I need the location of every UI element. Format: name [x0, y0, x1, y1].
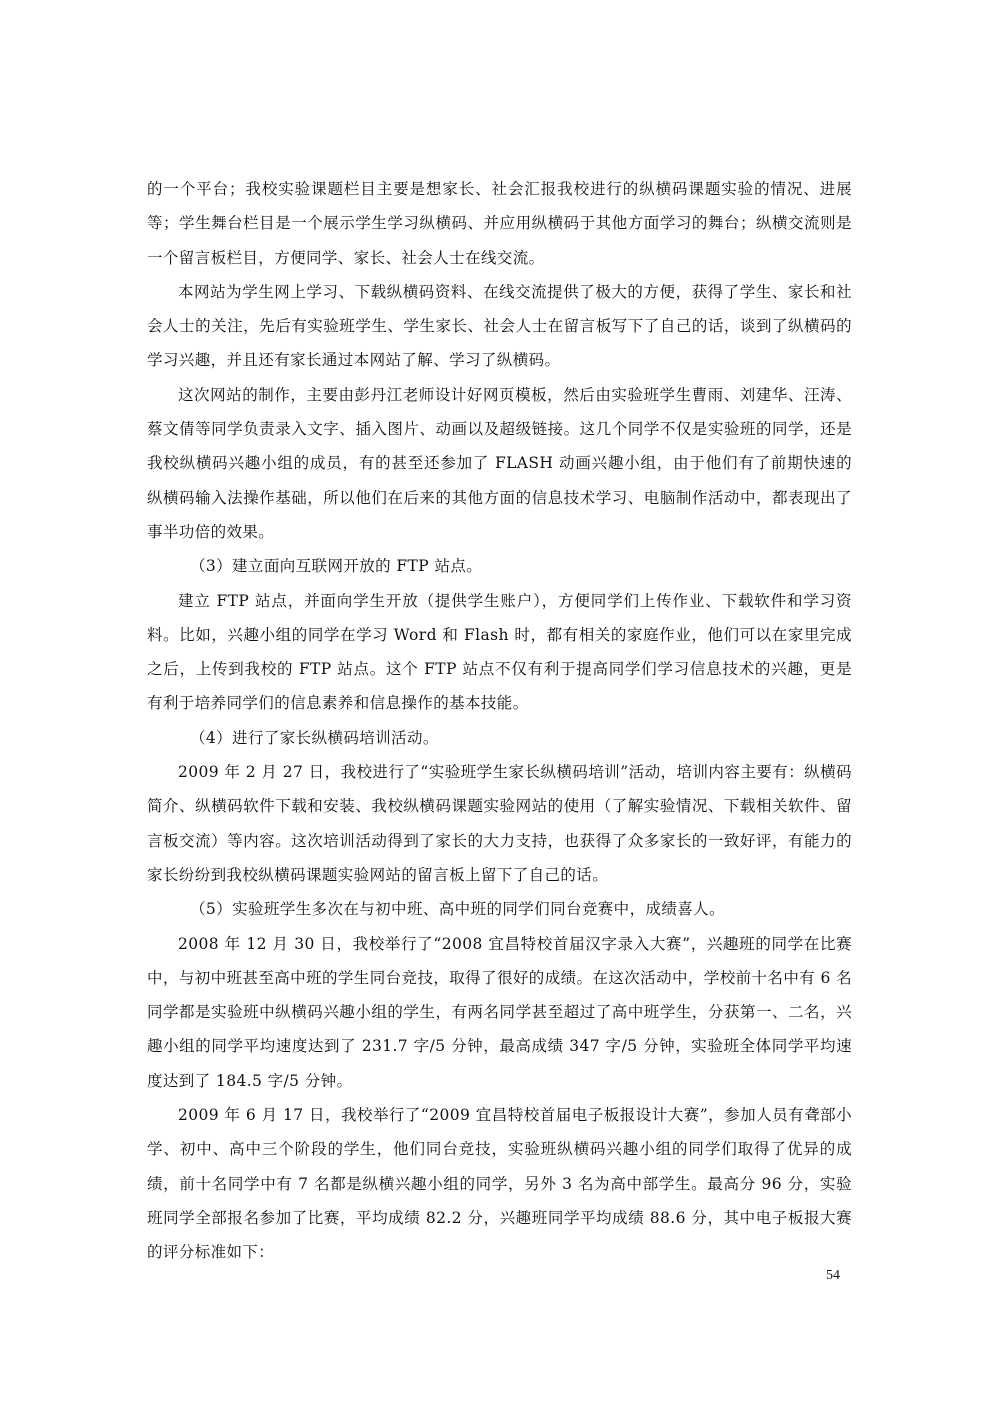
paragraph-typing-contest: 2008 年 12 月 30 日，我校举行了“2008 宜昌特校首届汉字录入大赛”，兴趣班的同学在比赛中，与初中班甚至高中班的学生同台竞技，取得了很好的成绩。在这次活动中，学校前十名中有 6 名同学都是实验班中纵横码兴趣小组的学生，有两名同学甚至超过了高中班学生，分获第一、二名，兴趣小组的同学平均速度达到了 231.7 字/5 分钟，最高成绩 347 字/5 分钟，实验班全体同学平均速度达到了 184.5 字/5 分钟。: [147, 934, 852, 1090]
paragraph-ftp-site: 建立 FTP 站点，并面向学生开放（提供学生账户），方便同学们上传作业、下载软件和学习资料。比如，兴趣小组的同学在学习 Word 和 Flash 时，都有相关的家庭作业，他们可以在家里完成之后，上传到我校的 FTP 站点。这个 FTP 站点不仅有利于提高同学们学习信息技术的兴趣，更是有利于培养同学们的信息素养和信息操作的基本技能。: [147, 591, 852, 713]
body-text: [147, 172, 852, 1270]
section-heading-parent-training: （4）进行了家长纵横码培训活动。: [190, 728, 439, 747]
paragraph-newspaper-contest: 2009 年 6 月 17 日，我校举行了“2009 宜昌特校首届电子板报设计大赛”，参加人员有聋部小学、初中、高中三个阶段的学生，他们同台竞技，实验班纵横码兴趣小组的同学们取得了优异的成绩，前十名同学中有 7 名都是纵横兴趣小组的同学，另外 3 名为高中部学生。最高分 96 分，实验班同学全部报名参加了比赛，平均成绩 82.2 分，兴趣班同学平均成绩 88.6 分，其中电子板报大赛的评分标准如下：: [147, 1106, 852, 1262]
page-number: 54: [826, 1268, 840, 1283]
paragraph-website-production: 这次网站的制作，主要由彭丹江老师设计好网页模板，然后由实验班学生曹雨、刘建华、汪涛、蔡文倩等同学负责录入文字、插入图片、动画以及超级链接。这几个同学不仅是实验班的同学，还是我校纵横码兴趣小组的成员，有的甚至还参加了 FLASH 动画兴趣小组，由于他们有了前期快速的纵横码输入法操作基础，所以他们在后来的其他方面的信息技术学习、电脑制作活动中，都表现出了事半功倍的效果。: [147, 385, 852, 541]
paragraph-website-benefits: 本网站为学生网上学习、下载纵横码资料、在线交流提供了极大的方便，获得了学生、家长和社会人士的关注，先后有实验班学生、学生家长、社会人士在留言板写下了自己的话，谈到了纵横码的学习兴趣，并且还有家长通过本网站了解、学习了纵横码。: [147, 282, 852, 370]
section-heading-ftp: （3）建立面向互联网开放的 FTP 站点。: [190, 557, 483, 576]
paragraph-continuation: 的一个平台；我校实验课题栏目主要是想家长、社会汇报我校进行的纵横码课题实验的情况、进展等；学生舞台栏目是一个展示学生学习纵横码、并应用纵横码于其他方面学习的舞台；纵横交流则是一个留言板栏目，方便同学、家长、社会人士在线交流。: [147, 180, 852, 267]
section-heading-competitions: （5）实验班学生多次在与初中班、高中班的同学们同台竞赛中，成绩喜人。: [190, 900, 725, 919]
paragraph-parent-training: 2009 年 2 月 27 日，我校进行了“实验班学生家长纵横码培训”活动，培训内容主要有：纵横码简介、纵横码软件下载和安装、我校纵横码课题实验网站的使用（了解实验情况、下载相关软件、留言板交流）等内容。这次培训活动得到了家长的大力支持，也获得了众多家长的一致好评，有能力的家长纷纷到我校纵横码课题实验网站的留言板上留下了自己的话。: [147, 763, 852, 884]
